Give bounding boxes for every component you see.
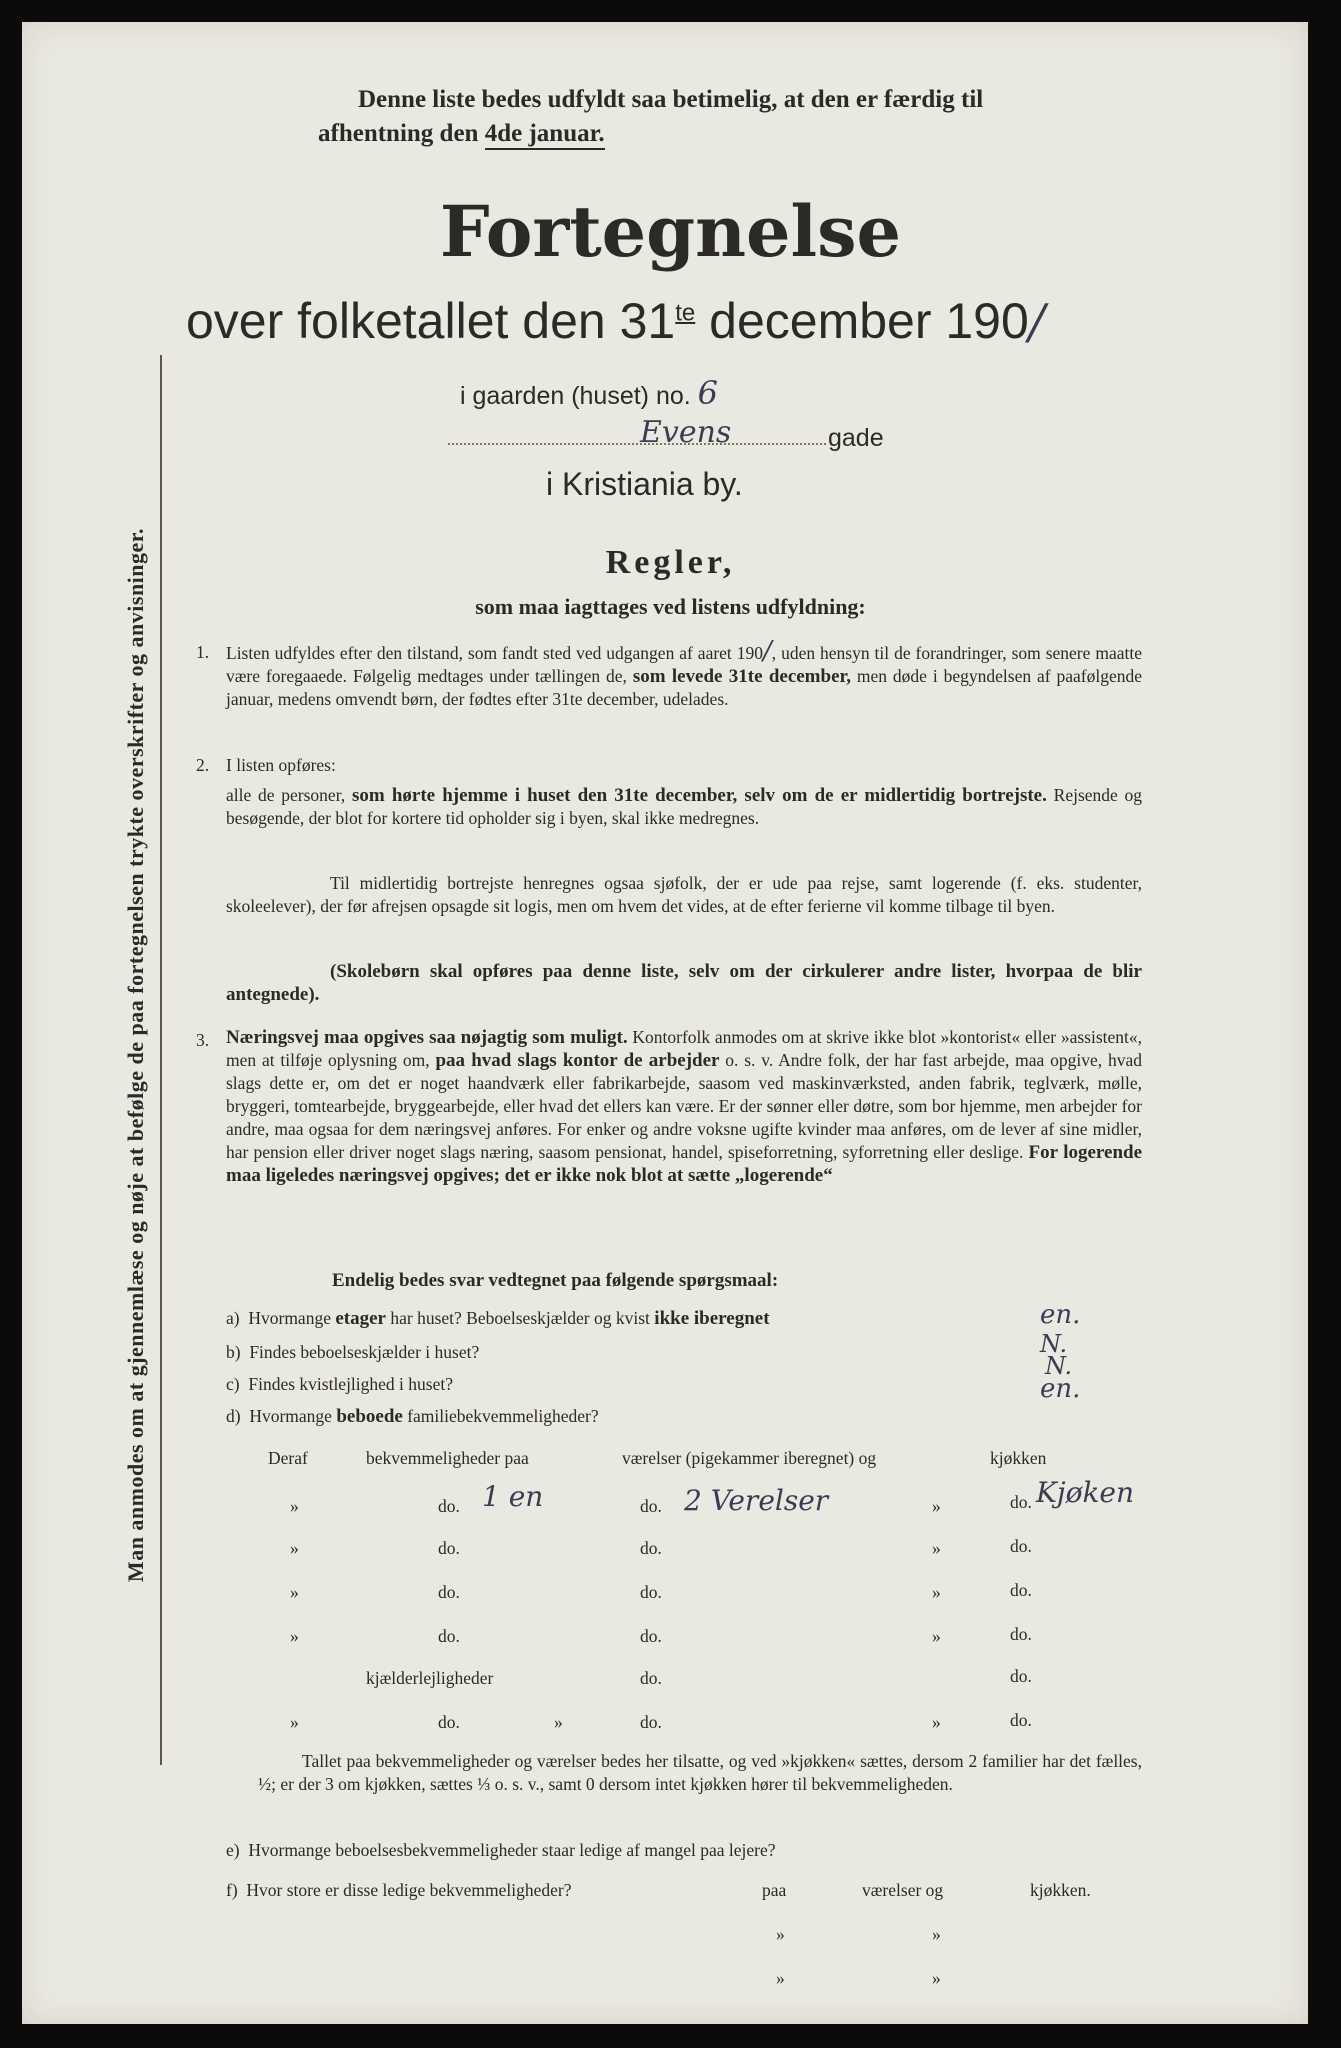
pickup-date: 4de januar. [485, 120, 605, 150]
question-d-pre: Hvormange [249, 1406, 332, 1426]
question-f-quote-1: » [776, 1924, 785, 1944]
row-do-kjokken: do. [1010, 1492, 1032, 1512]
rule1-bold: som levede 31te december, [632, 666, 851, 687]
question-c [226, 1374, 453, 1395]
rule2-para3: (Skolebørn skal opføres paa denne liste, selv om der cirkulerer andre lister, hvorpaa de blir antegnede). [226, 961, 1142, 1005]
question-a-letter: a) [226, 1308, 240, 1328]
top-note-line2 [318, 120, 605, 148]
rule3-bold1: Næringsvej maa opgives saa nøjagtig som muligt. [226, 1027, 628, 1048]
row-vaerelser-value[interactable]: 2 Verelser [684, 1484, 829, 1517]
question-d-letter: d) [226, 1406, 241, 1426]
rule2-number: 2. [196, 755, 210, 775]
row-do-kjokken: do. [1010, 1666, 1032, 1686]
house-label: i gaarden (huset) no. [460, 382, 691, 410]
row-quote-mark-2: » [932, 1626, 941, 1646]
top-note-prefix: afhentning den [318, 120, 479, 147]
rule3-number: 3. [196, 1030, 210, 1050]
question-a-bold: etager [335, 1308, 386, 1329]
row-quote-mark: » [290, 1496, 299, 1516]
table-header-vaerelser: værelser (pigekammer iberegnet) og [622, 1448, 877, 1468]
row-do-kjokken: do. [1010, 1710, 1032, 1730]
subtitle-suffix: december 190 [709, 293, 1029, 349]
table-header-deraf: Deraf [268, 1448, 308, 1468]
row-quote-mark: » [290, 1538, 299, 1558]
question-a-post: har huset? Beboelseskjælder og kvist [390, 1308, 650, 1328]
house-line [460, 374, 718, 412]
note-text: Tallet paa bekvemmeligheder og værelser bedes her tilsatte, og ved »kjøkken« sættes, dersom 2 familier har det fælles, ½; er der 3 om kjøkken, sættes ⅓ o. s. v., samt 0 dersom intet kjøkken hører til bekvemmeligheden. [258, 1751, 1142, 1794]
question-a-pre: Hvormange [248, 1308, 331, 1328]
question-f-quote-3: » [776, 1968, 785, 1988]
answer-d[interactable]: en. [1040, 1374, 1081, 1404]
row-quote-mark-2: » [932, 1712, 941, 1732]
question-f-text: Hvor store er disse ledige bekvemmeligheder? [246, 1880, 572, 1900]
row-quote-mark: » [290, 1626, 299, 1646]
house-number[interactable]: 6 [697, 374, 719, 412]
row-quote-mark-2: » [932, 1496, 941, 1516]
question-f-quote-4: » [932, 1968, 941, 1988]
row-quote-mark-2: » [932, 1538, 941, 1558]
question-f-quote-2: » [932, 1924, 941, 1944]
subtitle [186, 292, 1045, 350]
rule2-para2: Til midlertidig bortrejste henregnes ogsaa sjøfolk, der er ude paa rejse, samt logerende (f. eks. studenter, skoleelever), der før afrejsen opsagde sit logis, men om hvem det vides, at de efter ferierne vil komme tilbage til byen. [226, 873, 1142, 916]
question-a [226, 1308, 770, 1330]
rules-heading: Regler, [605, 544, 736, 581]
rule3-part1: Kontorfolk anmodes om at skrive ikke blot »kontorist« eller »assistent«, men at tilføje oplysning om, [226, 1027, 1142, 1070]
row-do: do. [640, 1668, 662, 1688]
street-suffix: gade [828, 424, 884, 452]
rule2-part2: Rejsende og besøgende, der blot for kortere tid opholder sig i byen, skal ikke medregnes. [226, 785, 1143, 828]
table-row-label: do. [438, 1582, 460, 1602]
question-e [226, 1840, 776, 1861]
rule1-part1: Listen udfyldes efter den tilstand, som fandt sted ved udgangen af aaret 190 [226, 643, 763, 663]
top-note-line1: Denne liste bedes udfyldt saa betimelig, at den er færdig til [358, 86, 984, 113]
rule1-year-hw: / [762, 636, 772, 666]
question-f-vaerelser: værelser og [862, 1880, 944, 1900]
city-line: i Kristiania by. [546, 466, 743, 502]
row-do: do. [640, 1582, 662, 1602]
question-c-text: Findes kvistlejlighed i huset? [248, 1374, 453, 1394]
street-name[interactable]: Evens [640, 415, 732, 450]
row-do-kjokken: do. [1010, 1580, 1032, 1600]
rule1-part2: , uden hensyn til de forandringer, som senere maatte være foregaaede. Følgelig medtages under tællingen de, [226, 643, 1142, 686]
row-do-kjokken: do. [1010, 1624, 1032, 1644]
row-do-kjokken: do. [1010, 1536, 1032, 1556]
page-title: Fortegnelse [439, 190, 902, 273]
rule3-text [226, 1026, 1142, 1187]
answer-b[interactable]: N. [1040, 1330, 1068, 1358]
question-d-post: familiebekvemmeligheder? [407, 1406, 599, 1426]
table-row-label: do. [438, 1538, 460, 1558]
subtitle-sup: te [675, 299, 696, 327]
question-c-letter: c) [226, 1374, 240, 1394]
rule1-text [226, 636, 1143, 711]
question-a-bold2: ikke iberegnet [654, 1308, 770, 1329]
row-quote-mark-2: » [932, 1582, 941, 1602]
table-row-label: kjælderlejligheder [366, 1668, 494, 1688]
table-row-label: do. [438, 1496, 460, 1516]
questions-heading: Endelig bedes svar vedtegnet paa følgende spørgsmaal: [332, 1270, 779, 1291]
subtitle-prefix: over folketallet den 31 [186, 293, 676, 349]
table-row-label: do. [438, 1712, 460, 1732]
row-quote-mark: » [290, 1712, 299, 1732]
question-b-text: Findes beboelseskjælder i huset? [249, 1342, 480, 1362]
question-e-letter: e) [226, 1840, 240, 1860]
rule2-text [226, 784, 1142, 830]
answer-a[interactable]: en. [1040, 1300, 1081, 1330]
rule3-bold3: For logerende maa ligeledes næringsvej opgives; det er ikke nok blot at sætte „logerende“ [226, 1142, 1143, 1186]
question-f-kjokken: kjøkken. [1030, 1880, 1091, 1900]
row-do: do. [640, 1496, 662, 1516]
year-handwritten: / [1028, 294, 1045, 350]
question-d-bold: beboede [336, 1406, 403, 1427]
answer-c[interactable]: N. [1045, 1352, 1073, 1380]
question-f-paa: paa [762, 1880, 787, 1900]
row-do: do. [640, 1626, 662, 1646]
question-b-letter: b) [226, 1342, 241, 1362]
row-bekvem-value[interactable]: 1 en [482, 1480, 544, 1513]
rule1-number: 1. [196, 642, 210, 662]
row-do: do. [640, 1538, 662, 1558]
table-header-bekvem: bekvemmeligheder paa [366, 1448, 529, 1468]
table-header-kjokken: kjøkken [990, 1448, 1047, 1468]
row-kjokken-value[interactable]: Kjøken [1036, 1476, 1135, 1509]
rule2-part1: alle de personer, [226, 785, 346, 805]
rules-subheading: som maa iagttages ved listens udfyldning: [475, 594, 866, 619]
question-d [226, 1406, 599, 1428]
rule3-bold2: paa hvad slags kontor de arbejder [435, 1050, 720, 1071]
street-dotted-line [448, 443, 826, 445]
question-f [226, 1880, 572, 1901]
row-quote-mark-mid: » [554, 1712, 563, 1732]
table-row-label: do. [438, 1626, 460, 1646]
side-instruction: Man anmodes om at gjennemlæse og nøje at befølge de paa fortegnelsen trykte overskrifter og anvisninger. [123, 527, 148, 1583]
question-b [226, 1342, 479, 1363]
rule2-bold: som hørte hjemme i huset den 31te december, selv om de er midlertidig bortrejste. [351, 785, 1047, 806]
question-f-letter: f) [226, 1880, 238, 1900]
row-do: do. [640, 1712, 662, 1732]
row-quote-mark: » [290, 1582, 299, 1602]
question-e-text: Hvormange beboelsesbekvemmeligheder staar ledige af mangel paa lejere? [248, 1840, 776, 1860]
rule2-intro: I listen opføres: [226, 755, 336, 775]
rule3-part2: o. s. v. Andre folk, der har fast arbejde, maa opgive, hvad slags dette er, om det er noget haandværk eller fabrikarbejde, saasom ved maskinværksted, anden fabrik, teglværk, mølle, bryggeri, tomtearbejde, bryggearbejde, eller hvad det ellers kan være. Er der sønner eller døtre, som bor hjemme, men arbejder for andre, maa ogsaa for dem næringsvej anføres. For enker og andre voksne ugifte kvinder maa anføres, om de lever af sine midler, har pension eller driver noget slags næring, saasom pensionat, handel, spiseforretning, syforretning eller deslige. [226, 1050, 1142, 1162]
rule1-part3: men døde i begyndelsen af paafølgende januar, medens omvendt børn, der fødtes efter 31te december, udelades. [226, 666, 1143, 709]
